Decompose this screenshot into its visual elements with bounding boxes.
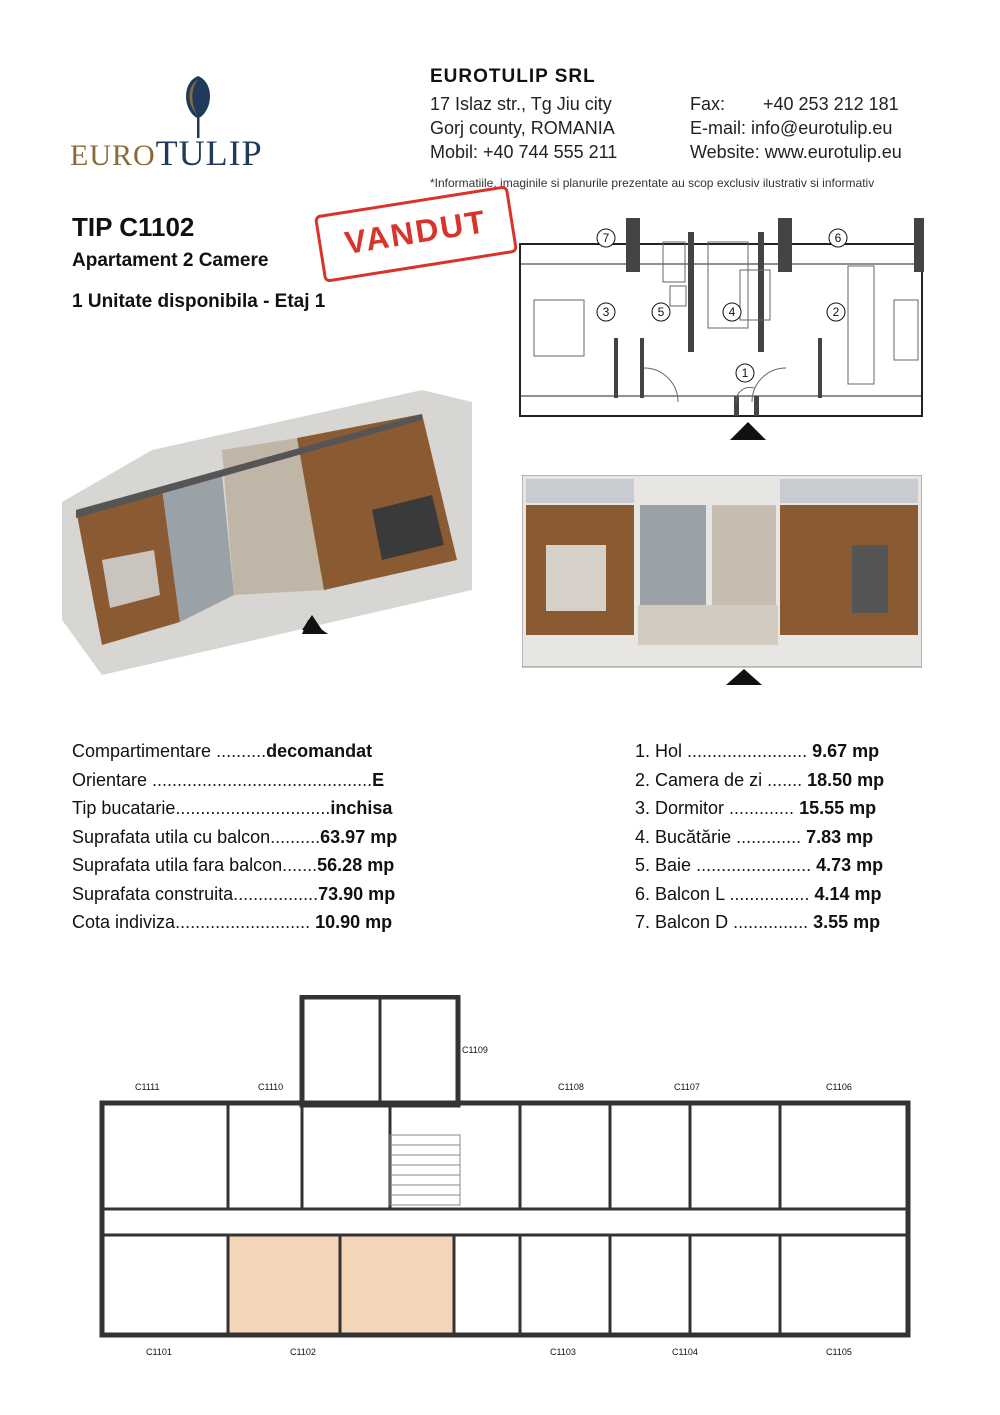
room-name: Bucătărie	[655, 826, 732, 847]
spec-label: Compartimentare	[72, 741, 212, 761]
spec-row: Compartimentare ..........decomandat	[72, 741, 373, 761]
fax-label: Fax:	[690, 94, 726, 114]
room-name: Hol	[655, 741, 683, 761]
spec-value: 56.28 mp	[317, 855, 395, 875]
mobile-number: Mobil: +40 744 555 211	[430, 142, 618, 162]
room-row: 2. Camera de zi ....... 18.50 mp	[635, 769, 885, 790]
fax-number: +40 253 212 181	[763, 94, 899, 114]
room-area: 4.14 mp	[814, 883, 882, 904]
apartment-type: Apartament 2 Camere	[72, 250, 269, 271]
specifications-list	[72, 737, 452, 937]
unit-label-c1108: C1108	[558, 1082, 584, 1092]
render-3d-image	[62, 390, 472, 680]
room-row: 6. Balcon L ................ 4.14 mp	[635, 883, 882, 904]
apartment-topdown-render	[522, 475, 922, 667]
unit-label-c1110: C1110	[258, 1082, 284, 1092]
unit-label-c1102: C1102	[290, 1347, 316, 1357]
spec-value: 63.97 mp	[320, 826, 398, 847]
logo	[70, 70, 330, 173]
plan-label-4: 4	[728, 305, 736, 319]
room-area: 18.50 mp	[807, 769, 885, 790]
website[interactable]: Website: www.eurotulip.eu	[690, 142, 902, 162]
spec-value: inchisa	[330, 798, 393, 818]
plan-label-5: 5	[657, 305, 665, 319]
spec-value: 73.90 mp	[318, 883, 396, 904]
floor-plan-drawing	[90, 995, 920, 1365]
spec-value: decomandat	[266, 741, 373, 761]
spec-row: Suprafata utila cu balcon..........63.97 mp	[72, 826, 398, 847]
room-row: 7. Balcon D ............... 3.55 mp	[635, 912, 881, 932]
spec-label: Suprafata utila fara balcon	[72, 855, 283, 875]
plan-label-6: 6	[834, 231, 842, 245]
address-line-2: Gorj county, ROMANIA	[430, 118, 615, 138]
disclaimer: *Informatiile, imaginile si planurile prezentate au scop exclusiv ilustrativ si informativ	[430, 176, 875, 190]
unit-label-c1103: C1103	[550, 1347, 576, 1357]
floor-plan	[90, 995, 920, 1365]
company-name: EUROTULIP SRL	[430, 66, 596, 87]
line-plan-drawing	[518, 218, 928, 448]
plan-label-3: 3	[602, 305, 610, 319]
room-name: Balcon L	[655, 883, 725, 904]
room-name: Balcon D	[655, 912, 729, 932]
spec-row: Suprafata utila fara balcon.......56.28 mp	[72, 855, 395, 875]
room-name: Dormitor	[655, 798, 725, 818]
company-address	[430, 92, 680, 164]
address-line-1: 17 Islaz str., Tg Jiu city	[430, 94, 612, 114]
unit-label-c1106: C1106	[826, 1082, 852, 1092]
spec-row: Orientare ............................................E	[72, 769, 385, 790]
sold-stamp: VANDUT	[314, 185, 518, 283]
plan-label-1: 1	[741, 366, 749, 380]
tulip-icon	[178, 70, 218, 140]
spec-row: Tip bucatarie...............................inchisa	[72, 798, 393, 818]
room-area: 9.67 mp	[812, 741, 880, 761]
spec-value: E	[372, 769, 385, 790]
topdown-render-image	[522, 475, 922, 685]
unit-label-c1101: C1101	[146, 1347, 172, 1357]
room-row: 5. Baie ....................... 4.73 mp	[635, 855, 884, 875]
rooms-list	[635, 737, 935, 937]
apartment-3d-render	[62, 390, 472, 680]
logo-tulip-text: TULIP	[155, 133, 263, 173]
spec-label: Suprafata construita	[72, 883, 234, 904]
room-area: 4.73 mp	[816, 855, 884, 875]
spec-row: Suprafata construita.................73.90 mp	[72, 883, 396, 904]
unit-label-c1107: C1107	[674, 1082, 700, 1092]
entrance-arrow-icon	[730, 422, 766, 440]
spec-label: Suprafata utila cu balcon	[72, 826, 271, 847]
topdown-entrance-arrow-icon	[726, 669, 762, 685]
room-area: 7.83 mp	[806, 826, 874, 847]
unit-label-c1104: C1104	[672, 1347, 698, 1357]
room-name: Baie	[655, 855, 692, 875]
spec-value: 10.90 mp	[315, 912, 393, 932]
spec-label: Orientare	[72, 769, 148, 790]
spec-label: Tip bucatarie	[72, 798, 176, 818]
spec-row: Cota indiviza........................... 10.90 mp	[72, 912, 393, 932]
room-row: 3. Dormitor ............. 15.55 mp	[635, 798, 877, 818]
room-area: 15.55 mp	[799, 798, 877, 818]
email[interactable]: E-mail: info@eurotulip.eu	[690, 118, 893, 138]
unit-label-c1109: C1109	[462, 1045, 488, 1055]
room-name: Camera de zi	[655, 769, 763, 790]
unit-type-title: TIP C1102	[72, 212, 195, 242]
room-row: 1. Hol ........................ 9.67 mp	[635, 741, 880, 761]
room-row: 4. Bucătărie ............. 7.83 mp	[635, 826, 874, 847]
room-area: 3.55 mp	[813, 912, 881, 932]
unit-label-c1105: C1105	[826, 1347, 852, 1357]
plan-label-2: 2	[832, 305, 840, 319]
plan-label-7: 7	[602, 231, 610, 245]
unit-label-c1111: C1111	[135, 1082, 160, 1092]
apartment-line-plan	[518, 218, 928, 418]
spec-label: Cota indiviza	[72, 912, 176, 932]
availability-text: 1 Unitate disponibila - Etaj 1	[72, 291, 326, 312]
logo-euro-text: EURO	[70, 139, 156, 172]
company-contacts	[690, 92, 930, 164]
